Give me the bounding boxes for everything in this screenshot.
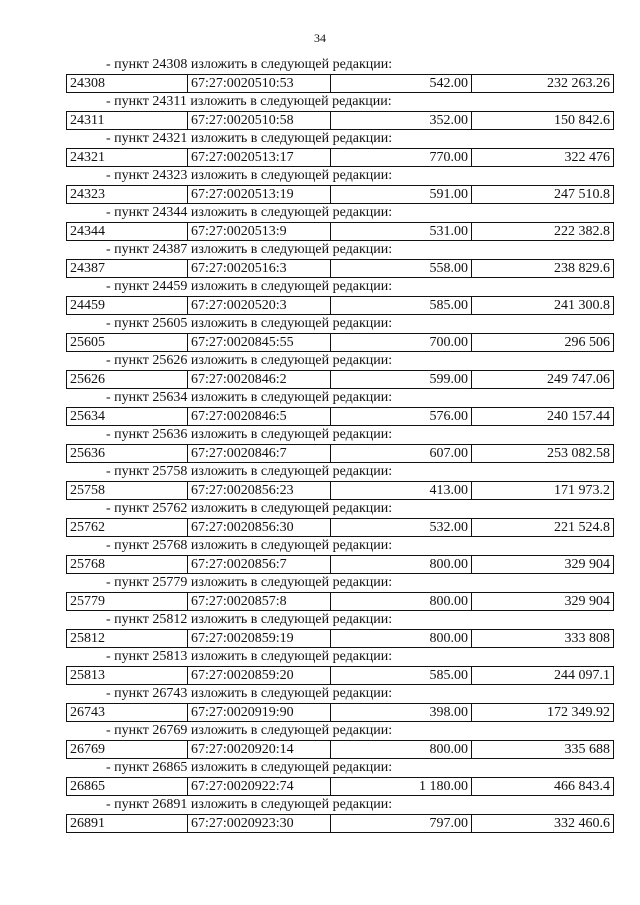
- area-cell: 800.00: [331, 593, 472, 610]
- value-cell: 253 082.58: [547, 446, 610, 461]
- value-cell: 172 349.92: [547, 705, 610, 720]
- area-cell: 800.00: [331, 741, 472, 758]
- value-cell: 335 688: [564, 742, 610, 757]
- cadastral-number-cell: 67:27:0020513:9: [188, 223, 331, 240]
- area-cell: 800.00: [331, 556, 472, 573]
- area-cell: 599.00: [331, 371, 472, 388]
- table-row: [66, 296, 614, 315]
- item-number-cell: 25758: [67, 482, 188, 499]
- amendment-entry: [66, 500, 614, 537]
- amendment-entry: [66, 759, 614, 796]
- amendment-entry: [66, 611, 614, 648]
- value-cell: 238 829.6: [554, 261, 610, 276]
- value-cell: 322 476: [564, 150, 610, 165]
- amendment-instruction: - пункт 26891 изложить в следующей редакции:: [106, 797, 393, 812]
- amendment-instruction: - пункт 26865 изложить в следующей редакции:: [106, 760, 393, 775]
- value-cell: 296 506: [564, 335, 610, 350]
- amendment-entry: [66, 204, 614, 241]
- table-row: [66, 592, 614, 611]
- cadastral-number-cell: 67:27:0020846:2: [188, 371, 331, 388]
- cadastral-number-cell: 67:27:0020846:5: [188, 408, 331, 425]
- cadastral-number-cell: 67:27:0020923:30: [188, 815, 331, 832]
- value-cell: 241 300.8: [554, 298, 610, 313]
- area-cell: 1 180.00: [331, 778, 472, 795]
- table-row: [66, 666, 614, 685]
- value-cell: 150 842.6: [554, 113, 610, 128]
- amendment-entry: [66, 648, 614, 685]
- amendment-entry: [66, 278, 614, 315]
- amendment-entry: [66, 389, 614, 426]
- amendment-entry: [66, 352, 614, 389]
- value-cell: 247 510.8: [554, 187, 610, 202]
- value-cell: 329 904: [564, 557, 610, 572]
- amendment-instruction: - пункт 25758 изложить в следующей редакции:: [106, 464, 393, 479]
- amendment-entry: [66, 426, 614, 463]
- cadastral-number-cell: 67:27:0020922:74: [188, 778, 331, 795]
- amendment-instruction: - пункт 25779 изложить в следующей редакции:: [106, 575, 393, 590]
- amendment-entry: [66, 685, 614, 722]
- table-row: [66, 185, 614, 204]
- table-row: [66, 259, 614, 278]
- item-number-cell: 25779: [67, 593, 188, 610]
- amendment-entry: [66, 722, 614, 759]
- amendment-entry: [66, 574, 614, 611]
- area-cell: 542.00: [331, 75, 472, 92]
- value-cell: 332 460.6: [554, 816, 610, 831]
- cadastral-number-cell: 67:27:0020513:17: [188, 149, 331, 166]
- value-cell: 244 097.1: [554, 668, 610, 683]
- item-number-cell: 25636: [67, 445, 188, 462]
- table-row: [66, 740, 614, 759]
- amendment-instruction: - пункт 26743 изложить в следующей редакции:: [106, 686, 393, 701]
- amendment-instruction: - пункт 24459 изложить в следующей редакции:: [106, 279, 393, 294]
- area-cell: 700.00: [331, 334, 472, 351]
- amendment-instruction: - пункт 24308 изложить в следующей редакции:: [106, 57, 393, 72]
- item-number-cell: 26891: [67, 815, 188, 832]
- cadastral-number-cell: 67:27:0020856:7: [188, 556, 331, 573]
- amendment-entry: [66, 167, 614, 204]
- area-cell: 576.00: [331, 408, 472, 425]
- item-number-cell: 25812: [67, 630, 188, 647]
- cadastral-number-cell: 67:27:0020859:20: [188, 667, 331, 684]
- value-cell: 240 157.44: [547, 409, 610, 424]
- value-cell: 171 973.2: [554, 483, 610, 498]
- item-number-cell: 25634: [67, 408, 188, 425]
- amendment-instruction: - пункт 24344 изложить в следующей редакции:: [106, 205, 393, 220]
- value-cell: 333 808: [564, 631, 610, 646]
- item-number-cell: 24323: [67, 186, 188, 203]
- item-number-cell: 25605: [67, 334, 188, 351]
- area-cell: 531.00: [331, 223, 472, 240]
- item-number-cell: 25626: [67, 371, 188, 388]
- amendment-entry: [66, 796, 614, 833]
- item-number-cell: 24459: [67, 297, 188, 314]
- value-cell: 249 747.06: [547, 372, 610, 387]
- area-cell: 770.00: [331, 149, 472, 166]
- cadastral-number-cell: 67:27:0020859:19: [188, 630, 331, 647]
- area-cell: 797.00: [331, 815, 472, 832]
- cadastral-number-cell: 67:27:0020856:23: [188, 482, 331, 499]
- amendment-instruction: - пункт 24323 изложить в следующей редакции:: [106, 168, 393, 183]
- table-row: [66, 629, 614, 648]
- table-row: [66, 148, 614, 167]
- cadastral-number-cell: 67:27:0020919:90: [188, 704, 331, 721]
- amendment-entry: [66, 241, 614, 278]
- table-row: [66, 111, 614, 130]
- area-cell: 558.00: [331, 260, 472, 277]
- area-cell: 800.00: [331, 630, 472, 647]
- cadastral-number-cell: 67:27:0020856:30: [188, 519, 331, 536]
- cadastral-number-cell: 67:27:0020510:58: [188, 112, 331, 129]
- area-cell: 591.00: [331, 186, 472, 203]
- amendment-instruction: - пункт 26769 изложить в следующей редакции:: [106, 723, 393, 738]
- amendment-instruction: - пункт 25605 изложить в следующей редакции:: [106, 316, 393, 331]
- amendment-instruction: - пункт 25636 изложить в следующей редакции:: [106, 427, 393, 442]
- amendment-entry: [66, 315, 614, 352]
- item-number-cell: 24311: [67, 112, 188, 129]
- cadastral-number-cell: 67:27:0020857:8: [188, 593, 331, 610]
- amendment-instruction: - пункт 25812 изложить в следующей редакции:: [106, 612, 393, 627]
- amendment-entry: [66, 93, 614, 130]
- item-number-cell: 24344: [67, 223, 188, 240]
- cadastral-number-cell: 67:27:0020920:14: [188, 741, 331, 758]
- amendment-entry: [66, 56, 614, 93]
- value-cell: 221 524.8: [554, 520, 610, 535]
- table-row: [66, 222, 614, 241]
- cadastral-number-cell: 67:27:0020846:7: [188, 445, 331, 462]
- amendment-instruction: - пункт 25768 изложить в следующей редакции:: [106, 538, 393, 553]
- table-row: [66, 370, 614, 389]
- table-row: [66, 555, 614, 574]
- amendment-instruction: - пункт 25634 изложить в следующей редакции:: [106, 390, 393, 405]
- item-number-cell: 24387: [67, 260, 188, 277]
- item-number-cell: 26769: [67, 741, 188, 758]
- table-row: [66, 333, 614, 352]
- item-number-cell: 25813: [67, 667, 188, 684]
- table-row: [66, 814, 614, 833]
- area-cell: 585.00: [331, 297, 472, 314]
- table-row: [66, 444, 614, 463]
- value-cell: 329 904: [564, 594, 610, 609]
- item-number-cell: 24308: [67, 75, 188, 92]
- value-cell: 466 843.4: [554, 779, 610, 794]
- table-row: [66, 703, 614, 722]
- item-number-cell: 25768: [67, 556, 188, 573]
- area-cell: 352.00: [331, 112, 472, 129]
- table-row: [66, 777, 614, 796]
- area-cell: 532.00: [331, 519, 472, 536]
- amendment-instruction: - пункт 25762 изложить в следующей редакции:: [106, 501, 393, 516]
- value-cell: 232 263.26: [547, 76, 610, 91]
- amendment-instruction: - пункт 24321 изложить в следующей редакции:: [106, 131, 393, 146]
- table-row: [66, 407, 614, 426]
- amendment-entry: [66, 537, 614, 574]
- item-number-cell: 26865: [67, 778, 188, 795]
- cadastral-number-cell: 67:27:0020513:19: [188, 186, 331, 203]
- amendment-entry: [66, 463, 614, 500]
- value-cell: 222 382.8: [554, 224, 610, 239]
- cadastral-number-cell: 67:27:0020510:53: [188, 75, 331, 92]
- area-cell: 398.00: [331, 704, 472, 721]
- table-row: [66, 74, 614, 93]
- cadastral-number-cell: 67:27:0020516:3: [188, 260, 331, 277]
- amendment-entry: [66, 130, 614, 167]
- amendment-instruction: - пункт 25813 изложить в следующей редакции:: [106, 649, 393, 664]
- area-cell: 413.00: [331, 482, 472, 499]
- area-cell: 585.00: [331, 667, 472, 684]
- item-number-cell: 25762: [67, 519, 188, 536]
- area-cell: 607.00: [331, 445, 472, 462]
- cadastral-number-cell: 67:27:0020845:55: [188, 334, 331, 351]
- page-number: 34: [314, 31, 326, 45]
- table-row: [66, 481, 614, 500]
- amendment-list: [66, 56, 614, 833]
- cadastral-number-cell: 67:27:0020520:3: [188, 297, 331, 314]
- amendment-instruction: - пункт 24311 изложить в следующей редакции:: [106, 94, 392, 109]
- item-number-cell: 24321: [67, 149, 188, 166]
- amendment-instruction: - пункт 24387 изложить в следующей редакции:: [106, 242, 393, 257]
- table-row: [66, 518, 614, 537]
- item-number-cell: 26743: [67, 704, 188, 721]
- amendment-instruction: - пункт 25626 изложить в следующей редакции:: [106, 353, 393, 368]
